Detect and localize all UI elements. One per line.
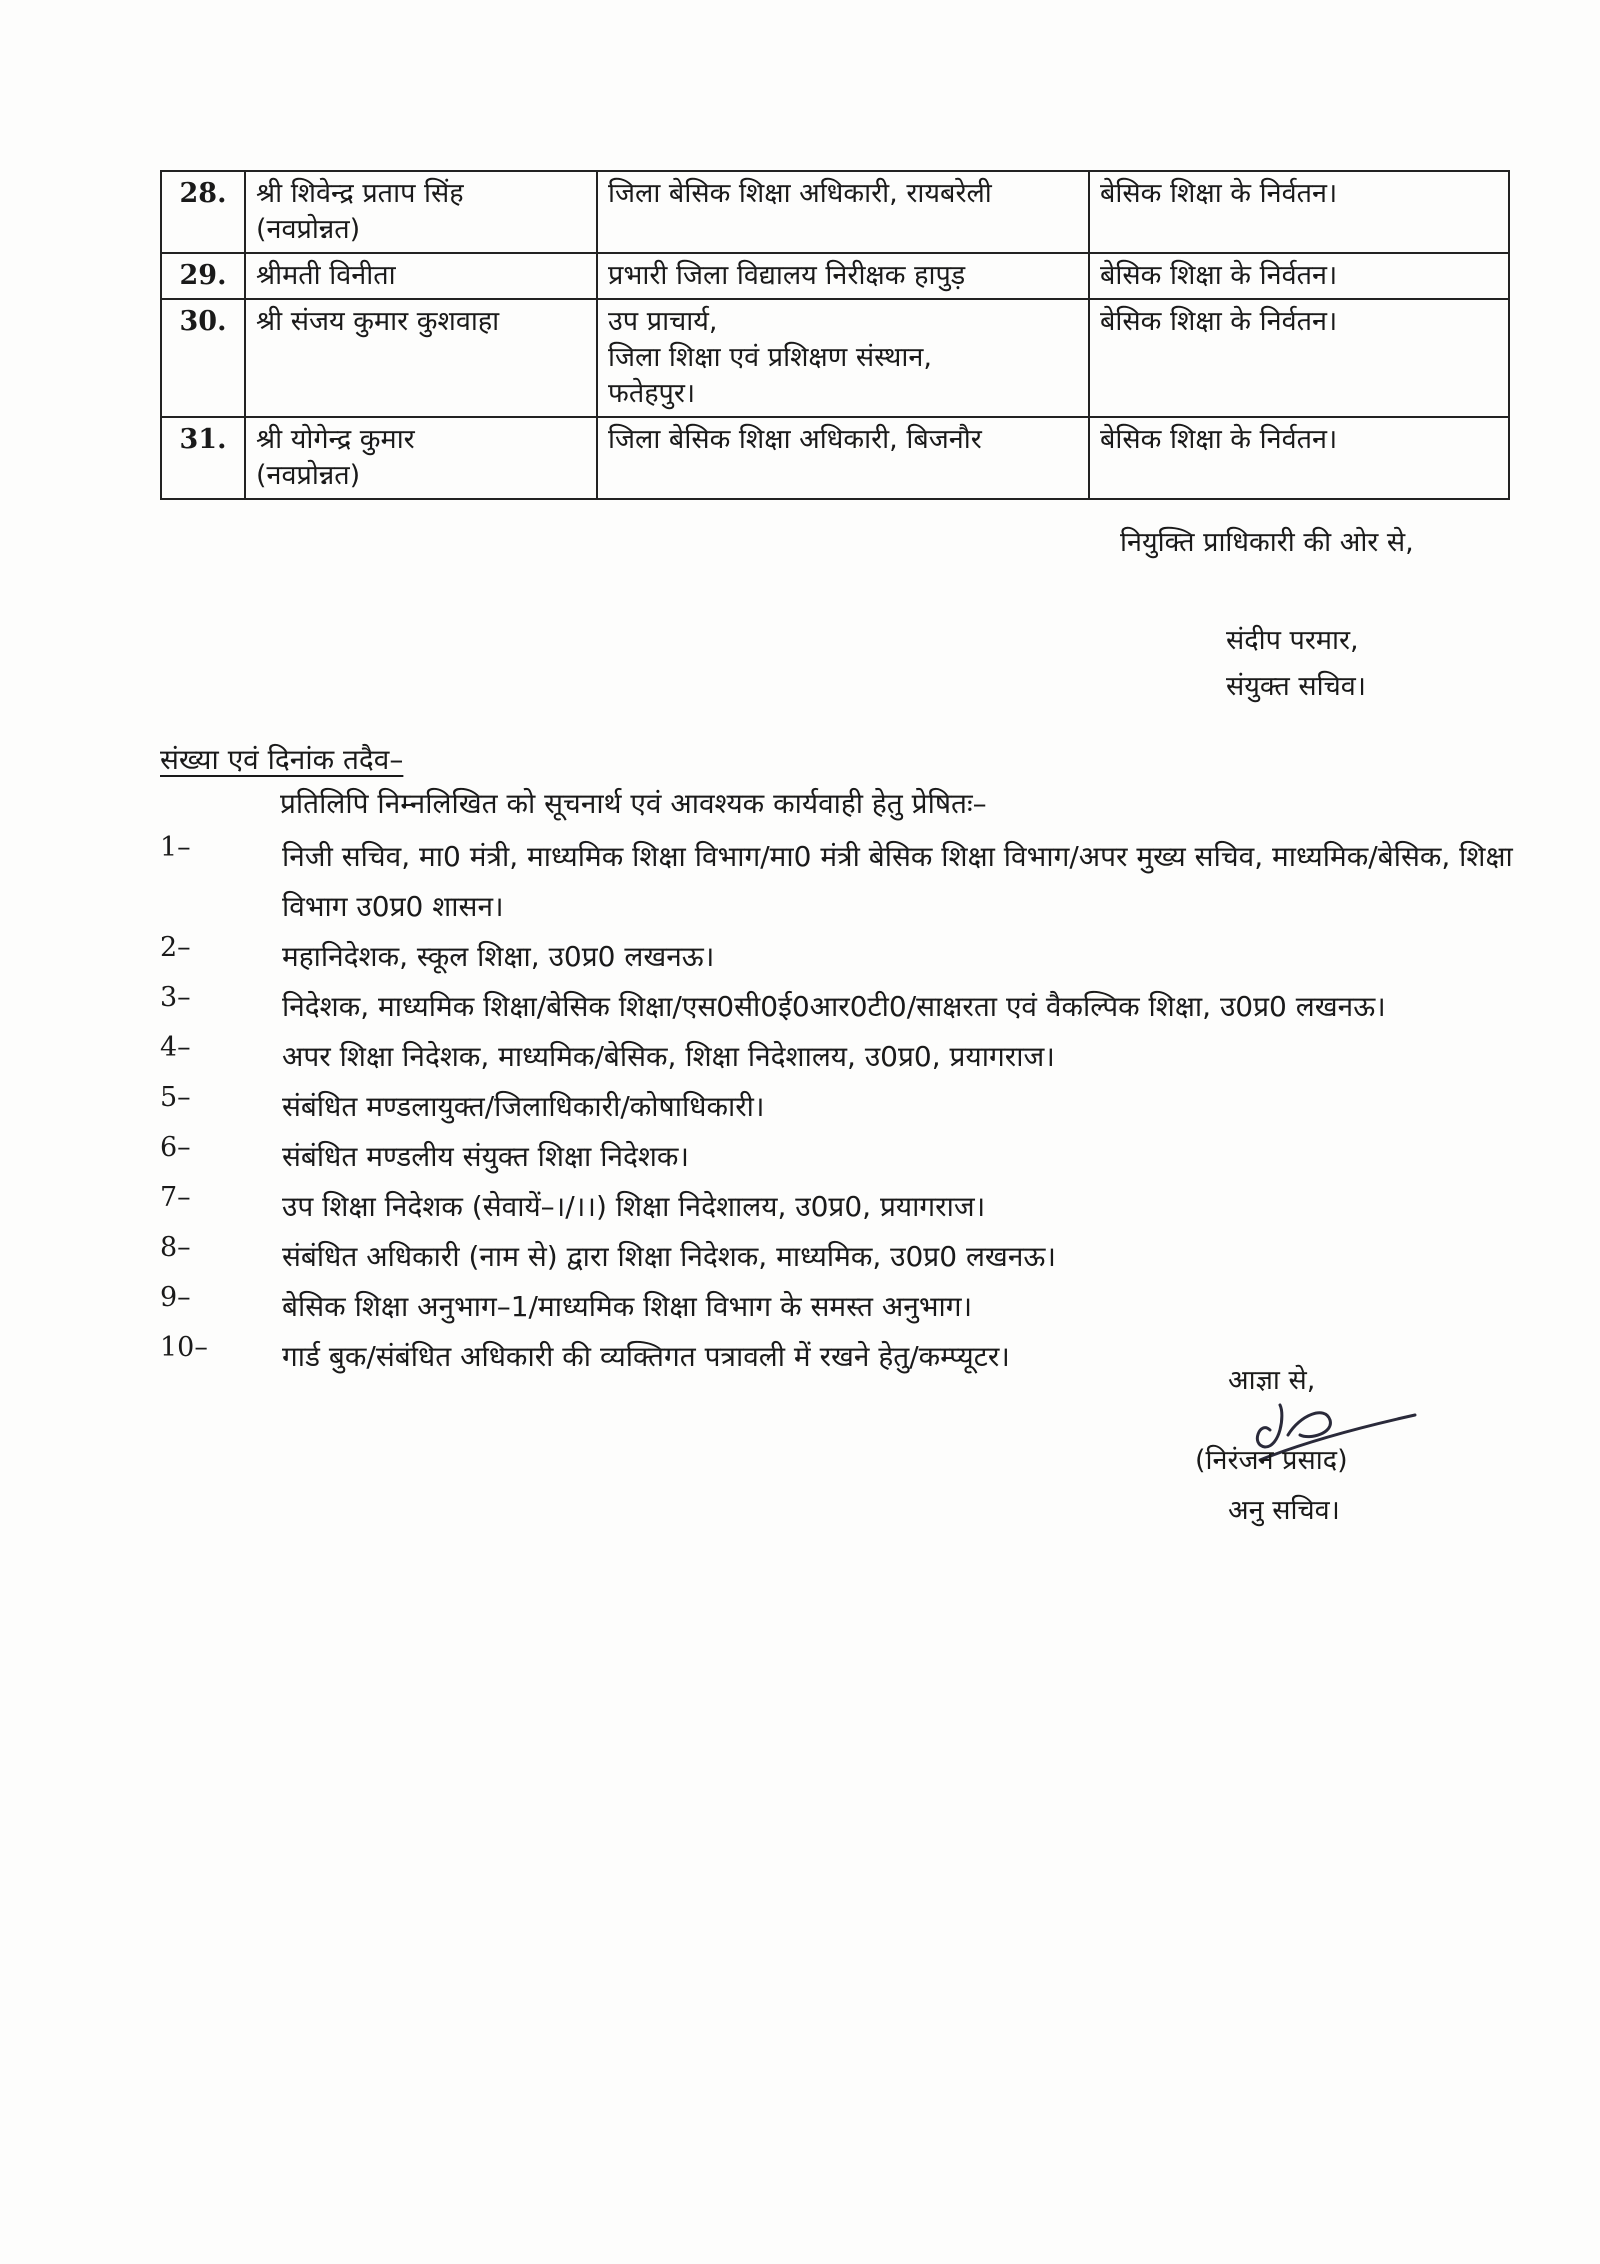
posting-cell: [597, 253, 1089, 299]
posting-cell-line: फतेहपुर।: [608, 378, 696, 409]
by-order-text: आज्ञा से,: [1228, 1365, 1316, 1396]
order-signatory-designation: अनु सचिव।: [1228, 1495, 1340, 1526]
officer-name-cell-line: श्री संजय कुमार कुशवाहा: [256, 306, 500, 337]
on-behalf-text: नियुक्ति प्राधिकारी की ओर से,: [1120, 527, 1414, 558]
list-item-text: उप शिक्षा निदेशक (सेवायें–।/।।) शिक्षा निदेशालय, उ0प्र0, प्रयागराज।: [282, 1190, 986, 1223]
authority-block: [1120, 520, 1414, 566]
posting-cell-line: प्रभारी जिला विद्यालय निरीक्षक हापुड़: [608, 260, 966, 291]
list-item-text: अपर शिक्षा निदेशक, माध्यमिक/बेसिक, शिक्षा निदेशालय, उ0प्र0, प्रयागराज।: [282, 1040, 1055, 1073]
list-item: [160, 1132, 1540, 1182]
officer-name-cell-line: (नवप्रोन्नत): [256, 214, 361, 245]
table-row: [161, 253, 1509, 299]
list-item: [160, 1082, 1540, 1132]
list-item-text: निजी सचिव, मा0 मंत्री, माध्यमिक शिक्षा विभाग/मा0 मंत्री बेसिक शिक्षा विभाग/अपर मुख्य सचिव, माध्यमिक/बेसिक, शिक्षा विभाग उ0प्र0 शासन।: [282, 840, 1513, 923]
officer-name-cell-line: (नवप्रोन्नत): [256, 460, 361, 491]
list-item-number: 1–: [160, 832, 191, 863]
list-item-number: 5–: [160, 1082, 191, 1113]
serial-number-cell: 30.: [161, 299, 245, 417]
list-item-text: गार्ड बुक/संबंधित अधिकारी की व्यक्तिगत पत्रावली में रखने हेतु/कम्प्यूटर।: [282, 1340, 1010, 1373]
list-item-number: 9–: [160, 1282, 191, 1313]
posting-cell-line: जिला शिक्षा एवं प्रशिक्षण संस्थान,: [608, 342, 932, 373]
serial-number-cell: 31.: [161, 417, 245, 499]
signatory-name: संदीप परमार,: [1226, 625, 1359, 656]
list-item-number: 6–: [160, 1132, 191, 1163]
list-item-number: 2–: [160, 932, 191, 963]
serial-number-cell: 28.: [161, 171, 245, 253]
list-item: [160, 1232, 1540, 1282]
list-item: [160, 832, 1540, 932]
signatory-block: [1226, 618, 1366, 710]
list-item-number: 3–: [160, 982, 191, 1013]
table-row: [161, 171, 1509, 253]
remark-cell: बेसिक शिक्षा के निर्वतन।: [1089, 299, 1509, 417]
officer-table: [160, 170, 1510, 500]
list-item-number: 7–: [160, 1182, 191, 1213]
posting-cell: [597, 299, 1089, 417]
reference-line: संख्या एवं दिनांक तदैव–: [160, 743, 404, 776]
list-item-text: संबंधित अधिकारी (नाम से) द्वारा शिक्षा निदेशक, माध्यमिक, उ0प्र0 लखनऊ।: [282, 1240, 1056, 1273]
remark-cell: बेसिक शिक्षा के निर्वतन।: [1089, 171, 1509, 253]
officer-name-cell: [245, 417, 597, 499]
list-item-number: 8–: [160, 1232, 191, 1263]
copy-list: [160, 832, 1540, 1382]
remark-cell: बेसिक शिक्षा के निर्वतन।: [1089, 253, 1509, 299]
posting-cell: [597, 171, 1089, 253]
posting-cell-line: जिला बेसिक शिक्षा अधिकारी, रायबरेली: [608, 178, 992, 209]
serial-number-cell: 29.: [161, 253, 245, 299]
list-item: [160, 1032, 1540, 1082]
table-row: [161, 299, 1509, 417]
list-item-text: संबंधित मण्डलायुक्त/जिलाधिकारी/कोषाधिकारी।: [282, 1090, 765, 1123]
list-item: [160, 982, 1540, 1032]
list-item-text: बेसिक शिक्षा अनुभाग–1/माध्यमिक शिक्षा विभाग के समस्त अनुभाग।: [282, 1290, 973, 1323]
list-item: [160, 1332, 1540, 1382]
officer-name-cell: [245, 253, 597, 299]
list-item-text: संबंधित मण्डलीय संयुक्त शिक्षा निदेशक।: [282, 1140, 690, 1173]
posting-cell-line: उप प्राचार्य,: [608, 306, 718, 337]
list-item: [160, 932, 1540, 982]
list-item-text: निदेशक, माध्यमिक शिक्षा/बेसिक शिक्षा/एस0सी0ई0आर0टी0/साक्षरता एवं वैकल्पिक शिक्षा, उ0प्र0 लखनऊ।: [282, 990, 1386, 1023]
signatory-designation: संयुक्त सचिव।: [1226, 671, 1366, 702]
copy-intro: प्रतिलिपि निम्नलिखित को सूचनार्थ एवं आवश्यक कार्यवाही हेतु प्रेषितः–: [280, 787, 987, 820]
officer-name-cell-line: श्री योगेन्द्र कुमार: [256, 424, 415, 455]
list-item: [160, 1182, 1540, 1232]
officer-name-cell-line: श्रीमती विनीता: [256, 260, 396, 291]
posting-cell: [597, 417, 1089, 499]
posting-cell-line: जिला बेसिक शिक्षा अधिकारी, बिजनौर: [608, 424, 982, 455]
officer-name-cell: [245, 299, 597, 417]
order-signatory-name: (निरंजन प्रसाद): [1195, 1445, 1348, 1476]
officer-name-cell: [245, 171, 597, 253]
officer-name-cell-line: श्री शिवेन्द्र प्रताप सिंह: [256, 178, 464, 209]
list-item-number: 4–: [160, 1032, 191, 1063]
list-item-number: 10–: [160, 1332, 208, 1363]
list-item-text: महानिदेशक, स्कूल शिक्षा, उ0प्र0 लखनऊ।: [282, 940, 715, 973]
list-item: [160, 1282, 1540, 1332]
remark-cell: बेसिक शिक्षा के निर्वतन।: [1089, 417, 1509, 499]
table-row: [161, 417, 1509, 499]
